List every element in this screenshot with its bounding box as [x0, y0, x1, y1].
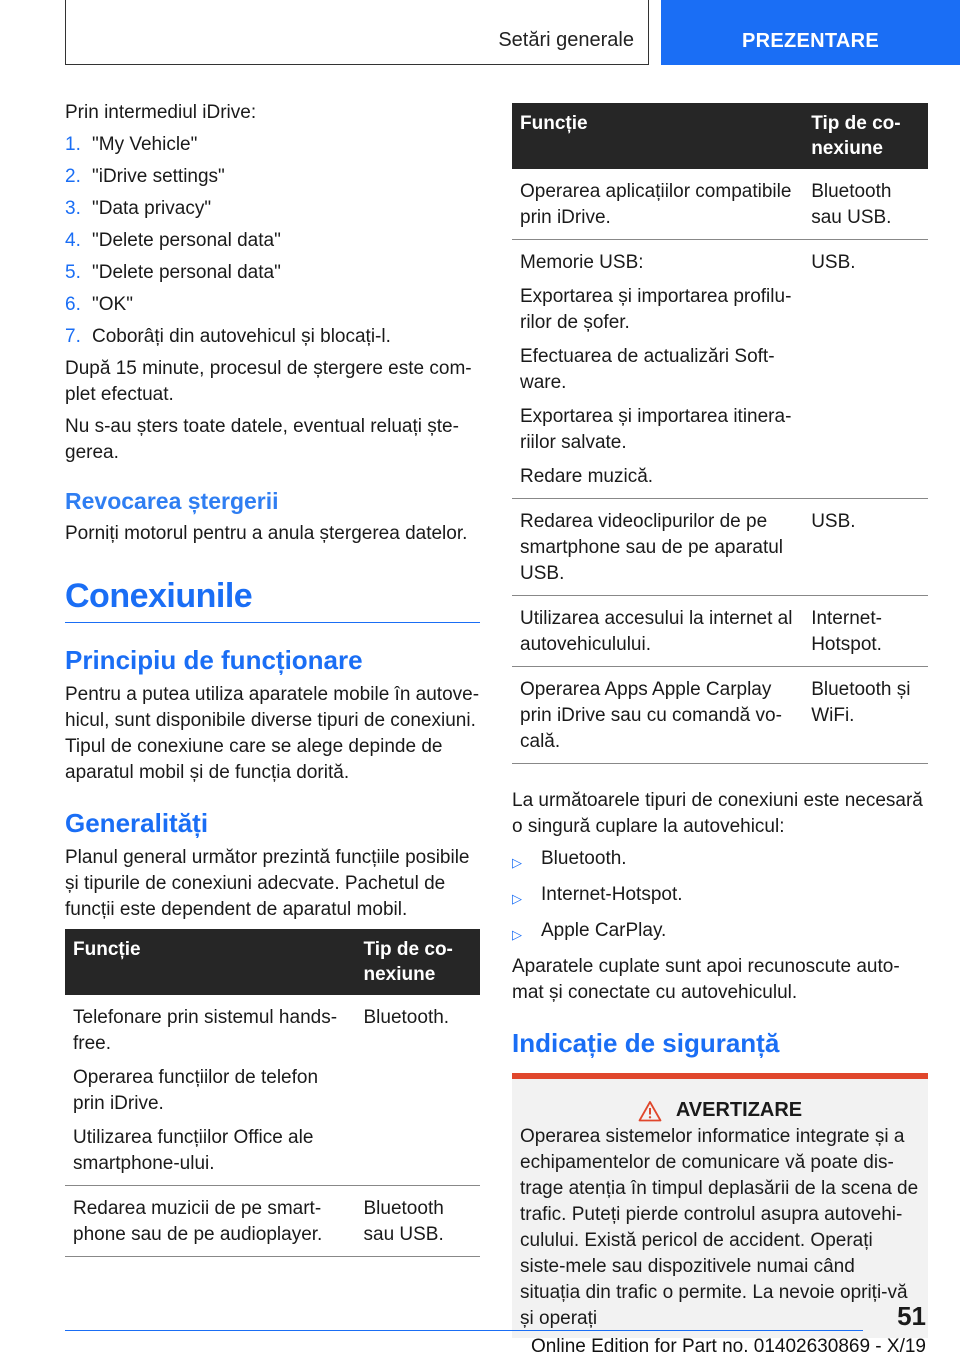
bullet-text: Apple CarPlay.: [541, 920, 667, 941]
table-cell: Bluetooth sau USB.: [803, 169, 928, 240]
table-header-row: [512, 103, 928, 169]
table-cell: Operarea Apps Apple Carplay prin iDrive sau cu comandă vo-cală.: [512, 667, 803, 764]
table-row: [512, 667, 928, 764]
body-text: Nu s-au șters toate datele, eventual reluați ște-gerea.: [65, 416, 459, 463]
warning-triangle-icon: [638, 1100, 662, 1122]
warning-box: [512, 1073, 928, 1338]
chapter-title: Conexiunile: [65, 577, 480, 623]
step-number: 4.: [65, 230, 81, 251]
table-cell: Operarea aplicațiilor compatibile prin iDrive.: [512, 169, 803, 240]
cell-text: Memorie USB:: [520, 252, 644, 273]
list-item: [65, 196, 480, 222]
list-item: [65, 164, 480, 190]
list-item: [65, 132, 480, 158]
step-text: "OK": [92, 294, 133, 315]
table-row: [65, 995, 480, 1186]
table-cell: USB.: [803, 499, 928, 596]
section-heading-revocare: Revocarea ștergerii: [65, 488, 279, 514]
table-row: [512, 499, 928, 596]
triangle-bullet-icon: ▷: [512, 927, 522, 942]
body-text: Planul general următor prezintă funcțiile posibile și tipurile de conexiuni adecvate. Pachetul de funcții este dependent de aparatul mobil.: [65, 847, 470, 920]
table-cell: Utilizarea accesului la internet al autovehiculului.: [512, 596, 803, 667]
section-heading-principiu: Principiu de funcționare: [65, 645, 363, 675]
triangle-bullet-icon: ▷: [512, 891, 522, 906]
table-header-cell: Funcție: [512, 103, 803, 169]
body-text: La următoarele tipuri de conexiuni este necesară o singură cuplare la autovehicul:: [512, 790, 923, 837]
functions-table: [65, 929, 480, 1257]
left-column: [65, 100, 480, 1257]
step-number: 1.: [65, 134, 81, 155]
step-number: 5.: [65, 262, 81, 283]
right-column: [512, 103, 928, 1338]
table-row: [512, 169, 928, 240]
step-number: 7.: [65, 326, 81, 347]
bullet-text: Bluetooth.: [541, 848, 627, 869]
table-cell: Bluetooth și WiFi.: [803, 667, 928, 764]
cell-text: Utilizarea funcțiilor Office ale smartphone-ului.: [73, 1127, 314, 1174]
step-number: 6.: [65, 294, 81, 315]
section-heading-siguranta: Indicație de siguranță: [512, 1028, 780, 1058]
step-text: "Delete personal data": [92, 230, 281, 251]
step-number: 2.: [65, 166, 81, 187]
step-text: "My Vehicle": [92, 134, 198, 155]
step-text: "Data privacy": [92, 198, 212, 219]
table-cell: [65, 995, 356, 1186]
body-text: Pentru a putea utiliza aparatele mobile în autove-hicul, sunt disponibile diverse tipuri de conexiuni. Tipul de conexiune care se alege depinde de aparatul mobil și de funcția dorită.: [65, 684, 480, 783]
steps-list: [65, 132, 480, 350]
table-cell: [512, 240, 803, 499]
list-item: [65, 292, 480, 318]
warning-header: [520, 1099, 920, 1122]
cell-text: Efectuarea de actualizări Soft-ware.: [520, 346, 775, 393]
section-heading-generalitati: Generalități: [65, 808, 209, 838]
body-text: Aparatele cuplate sunt apoi recunoscute auto-mat și conectate cu autovehiculul.: [512, 956, 900, 1003]
warning-title: AVERTIZARE: [675, 1099, 803, 1121]
bullet-text: Internet-Hotspot.: [541, 884, 683, 905]
bullet-list: [512, 846, 928, 948]
step-text: "Delete personal data": [92, 262, 281, 283]
step-number: 3.: [65, 198, 81, 219]
page-number: 51: [897, 1301, 926, 1331]
table-header-cell: Tip de co-nexiune: [803, 103, 928, 169]
table-header-row: [65, 929, 480, 995]
body-text: După 15 minute, procesul de ștergere este com-plet efectuat.: [65, 358, 472, 405]
cell-text: Exportarea și importarea itinera-riilor salvate.: [520, 406, 792, 453]
warning-text: Operarea sistemelor informatice integrate și a echipamentelor de comunicare vă poate dis-trage atenția în timpul deplasării de la scena de trafic. Puteți pierde controlul asupra autovehi-culului. Există pericol de accident. Operați siste-mele sau dispozitivele numai când situația din trafic o permite. La nevoie opriți-vă și operați: [520, 1126, 919, 1329]
footer-divider: [65, 1330, 863, 1331]
body-text: Porniți motorul pentru a anula ștergerea datelor.: [65, 523, 468, 544]
table-row: [512, 596, 928, 667]
list-item: [512, 846, 928, 876]
triangle-bullet-icon: ▷: [512, 855, 522, 870]
header-chapter-label: PREZENTARE: [741, 30, 880, 52]
step-text: Coborâți din autovehicul și blocați-l.: [92, 326, 391, 347]
table-cell: USB.: [803, 240, 928, 499]
step-text: "iDrive settings": [92, 166, 225, 187]
list-item: [65, 228, 480, 254]
footer-edition-text: Online Edition for Part no. 01402630869 - X/19: [530, 1336, 926, 1357]
table-cell: Redarea videoclipurilor de pe smartphone sau de pe aparatul USB.: [512, 499, 803, 596]
cell-text: Telefonare prin sistemul hands-free.: [73, 1007, 338, 1054]
list-item: [65, 324, 480, 350]
functions-table-continued: [512, 103, 928, 764]
header-chapter-tab[interactable]: [661, 0, 960, 65]
table-cell: Bluetooth sau USB.: [356, 1186, 481, 1257]
list-item: [65, 260, 480, 286]
cell-text: Operarea funcțiilor de telefon prin iDrive.: [73, 1067, 319, 1114]
table-cell: Bluetooth.: [356, 995, 481, 1186]
table-header-cell: Tip de co-nexiune: [356, 929, 481, 995]
table-row: [65, 1186, 480, 1257]
list-item: [512, 882, 928, 912]
table-header-cell: Funcție: [65, 929, 356, 995]
table-cell: Internet-Hotspot.: [803, 596, 928, 667]
cell-text: Exportarea și importarea profilu-rilor de șofer.: [520, 286, 792, 333]
header-section-title: Setări generale: [498, 29, 634, 51]
header-section-box: [65, 0, 649, 65]
table-cell: Redarea muzicii de pe smart-phone sau de pe audioplayer.: [65, 1186, 356, 1257]
list-item: [512, 918, 928, 948]
table-row: [512, 240, 928, 499]
cell-text: Redare muzică.: [520, 466, 654, 487]
intro-text: Prin intermediul iDrive:: [65, 102, 257, 123]
